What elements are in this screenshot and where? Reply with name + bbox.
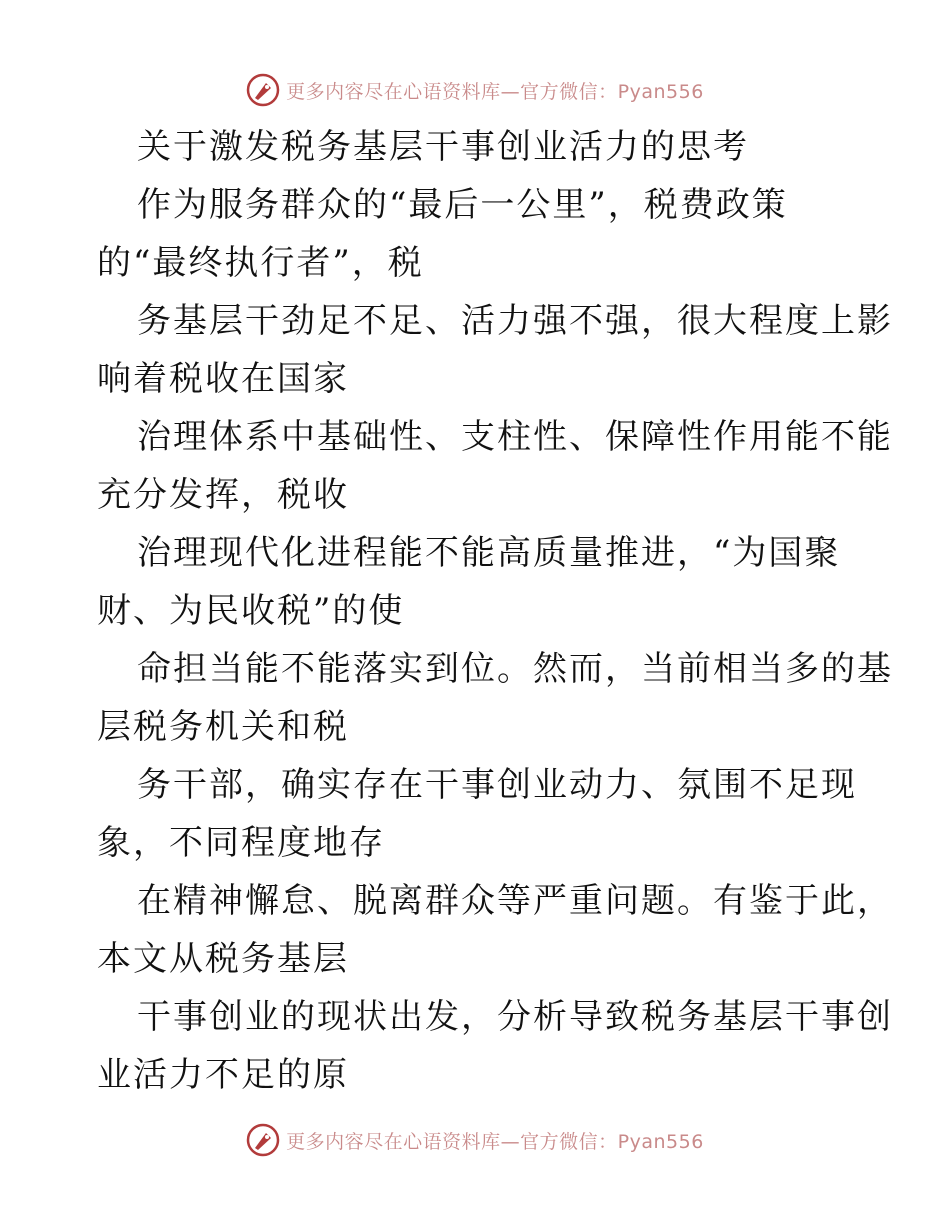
footer-watermark-banner (0, 1120, 950, 1160)
document-body (97, 118, 893, 1104)
text-line: 的“最终执行者”，税 (97, 243, 424, 283)
text-line: 本文从税务基层 (97, 939, 349, 979)
text-line: 务基层干劲足不足、活力强不强，很大程度上影 (137, 301, 893, 341)
watermark-text: 更多内容尽在心语资料库—官方微信：Pyan556 (286, 80, 704, 103)
pen-nib-logo-icon (246, 73, 280, 107)
text-line: 财、为民收税”的使 (97, 591, 405, 631)
text-line: 治理现代化进程能不能高质量推进，“为国聚 (137, 533, 841, 573)
text-line: 层税务机关和税 (97, 707, 349, 747)
text-line: 业活力不足的原 (97, 1055, 349, 1095)
text-line: 作为服务群众的“最后一公里”，税费政策 (137, 185, 788, 225)
header-watermark-banner (0, 70, 950, 110)
text-line: 响着税收在国家 (97, 359, 349, 399)
text-line: 治理体系中基础性、支柱性、保障性作用能不能 (137, 417, 893, 457)
text-line: 命担当能不能落实到位。然而，当前相当多的基 (137, 649, 893, 689)
pen-nib-logo-icon (246, 1123, 280, 1157)
text-line: 充分发挥，税收 (97, 475, 349, 515)
text-line: 干事创业的现状出发，分析导致税务基层干事创 (137, 997, 893, 1037)
text-line: 象，不同程度地存 (97, 823, 385, 863)
watermark-text: 更多内容尽在心语资料库—官方微信：Pyan556 (286, 1130, 704, 1153)
text-line: 务干部，确实存在干事创业动力、氛围不足现 (137, 765, 857, 805)
text-line: 在精神懈怠、脱离群众等严重问题。有鉴于此， (137, 881, 893, 921)
document-title: 关于激发税务基层干事创业活力的思考 (137, 127, 749, 167)
